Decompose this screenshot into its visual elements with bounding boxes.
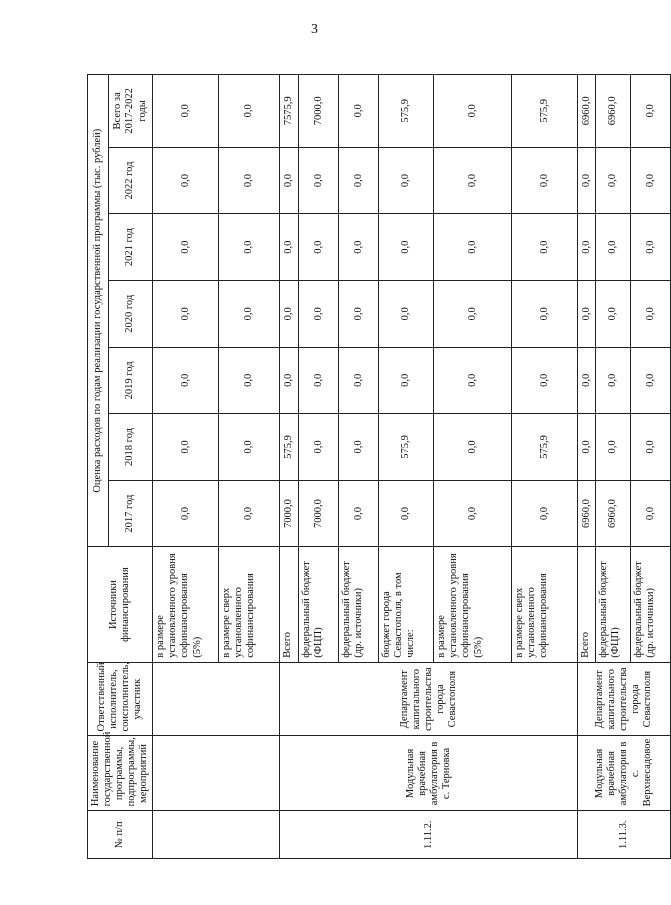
year-value: 0,0 [512, 347, 578, 414]
header-executor: Ответственный исполнитель, соисполнитель, участник [88, 662, 153, 736]
year-value: 0,0 [512, 214, 578, 281]
year-value: 0,0 [153, 280, 219, 347]
year-value: 0,0 [153, 214, 219, 281]
total-value: 0,0 [339, 75, 379, 148]
header-year: 2020 год [108, 280, 153, 347]
event-name: Модульная врачебная амбулатория в с. Верхнесадовое [578, 736, 671, 811]
funding-source: федеральный бюджет (др. источники) [339, 547, 379, 662]
financing-table [87, 74, 671, 859]
header-year: 2021 год [108, 214, 153, 281]
year-value: 0,0 [339, 480, 379, 547]
funding-source: Всего [280, 547, 299, 662]
year-value: 7000,0 [280, 480, 299, 547]
year-value: 0,0 [631, 414, 671, 481]
total-value: 6960,0 [578, 75, 596, 148]
year-value: 0,0 [339, 347, 379, 414]
year-value: 0,0 [434, 347, 512, 414]
header-year: 2019 год [108, 347, 153, 414]
year-value: 0,0 [153, 347, 219, 414]
year-value: 0,0 [153, 414, 219, 481]
year-value: 0,0 [434, 414, 512, 481]
header-total: Всего за 2017-2022 годы [108, 75, 153, 148]
executor: Департамент капитального строительства города Севастополя [578, 662, 671, 736]
year-value: 0,0 [219, 147, 280, 214]
total-value: 7000,0 [299, 75, 339, 148]
year-value: 0,0 [512, 147, 578, 214]
row-number: 1.11.3. [578, 811, 671, 859]
year-value: 6960,0 [578, 480, 596, 547]
event-name: Модульная врачебная амбулатория в с. Терновка [280, 736, 578, 811]
total-value: 0,0 [153, 75, 219, 148]
page-number: 3 [311, 22, 318, 37]
rotated-table-container [87, 74, 657, 859]
year-value: 0,0 [578, 280, 596, 347]
year-value: 0,0 [339, 214, 379, 281]
year-value: 0,0 [379, 480, 434, 547]
year-value: 0,0 [379, 147, 434, 214]
header-num: № п/п [88, 811, 153, 859]
year-value: 0,0 [578, 214, 596, 281]
year-value: 0,0 [299, 280, 339, 347]
funding-source: в размере установленного уровня софинансирования (5%) [434, 547, 512, 662]
row-number [153, 811, 280, 859]
header-sources: Источники финансирования [88, 547, 153, 662]
year-value: 0,0 [299, 214, 339, 281]
year-value: 0,0 [299, 147, 339, 214]
year-value: 0,0 [219, 347, 280, 414]
funding-source: в размере установленного уровня софинансирования (5%) [153, 547, 219, 662]
year-value: 0,0 [379, 280, 434, 347]
year-value: 0,0 [280, 214, 299, 281]
year-value: 0,0 [379, 347, 434, 414]
year-value: 0,0 [434, 147, 512, 214]
year-value: 6960,0 [596, 480, 631, 547]
year-value: 0,0 [434, 214, 512, 281]
year-value: 0,0 [631, 280, 671, 347]
year-value: 0,0 [434, 280, 512, 347]
year-value: 0,0 [339, 414, 379, 481]
year-value: 0,0 [219, 480, 280, 547]
year-value: 0,0 [596, 347, 631, 414]
funding-source: Всего [578, 547, 596, 662]
year-value: 0,0 [153, 147, 219, 214]
year-value: 575,9 [280, 414, 299, 481]
year-value: 0,0 [512, 480, 578, 547]
year-value: 0,0 [280, 347, 299, 414]
year-value: 0,0 [153, 480, 219, 547]
table-row [153, 75, 219, 859]
year-value: 0,0 [631, 480, 671, 547]
funding-source: бюджет города Севастополя, в том числе: [379, 547, 434, 662]
year-value: 0,0 [299, 347, 339, 414]
total-value: 6960,0 [596, 75, 631, 148]
header-estimate: Оценка расходов по годам реализации государственной программы (тыс. рублей) [88, 75, 109, 547]
total-value: 575,9 [379, 75, 434, 148]
year-value: 0,0 [339, 280, 379, 347]
total-value: 575,9 [512, 75, 578, 148]
table-row [578, 75, 596, 859]
total-value: 0,0 [631, 75, 671, 148]
year-value: 0,0 [512, 280, 578, 347]
year-value: 0,0 [280, 280, 299, 347]
year-value: 0,0 [578, 347, 596, 414]
total-value: 0,0 [219, 75, 280, 148]
row-number: 1.11.2. [280, 811, 578, 859]
executor: Департамент капитального строительства города Севастополя [280, 662, 578, 736]
year-value: 575,9 [379, 414, 434, 481]
year-value: 0,0 [578, 414, 596, 481]
year-value: 0,0 [631, 214, 671, 281]
year-value: 0,0 [596, 147, 631, 214]
header-name: Наименование государственной программы, подпрограммы, мероприятий [88, 736, 153, 811]
year-value: 0,0 [596, 414, 631, 481]
header-year: 2017 год [108, 480, 153, 547]
year-value: 575,9 [512, 414, 578, 481]
total-value: 7575,9 [280, 75, 299, 148]
year-value: 0,0 [596, 214, 631, 281]
year-value: 0,0 [379, 214, 434, 281]
year-value: 0,0 [578, 147, 596, 214]
funding-source: в размере сверх установленного софинансирования [512, 547, 578, 662]
year-value: 0,0 [339, 147, 379, 214]
year-value: 0,0 [219, 280, 280, 347]
year-value: 0,0 [631, 147, 671, 214]
header-year: 2018 год [108, 414, 153, 481]
table-row [280, 75, 299, 859]
funding-source: федеральный бюджет (др. источники) [631, 547, 671, 662]
funding-source: в размере сверх установленного софинансирования [219, 547, 280, 662]
year-value: 7000,0 [299, 480, 339, 547]
year-value: 0,0 [434, 480, 512, 547]
year-value: 0,0 [596, 280, 631, 347]
funding-source: федеральный бюджет (ФЦП) [596, 547, 631, 662]
executor [153, 662, 280, 736]
year-value: 0,0 [631, 347, 671, 414]
year-value: 0,0 [299, 414, 339, 481]
header-year: 2022 год [108, 147, 153, 214]
funding-source: федеральный бюджет (ФЦП) [299, 547, 339, 662]
year-value: 0,0 [280, 147, 299, 214]
event-name [153, 736, 280, 811]
year-value: 0,0 [219, 414, 280, 481]
total-value: 0,0 [434, 75, 512, 148]
year-value: 0,0 [219, 214, 280, 281]
